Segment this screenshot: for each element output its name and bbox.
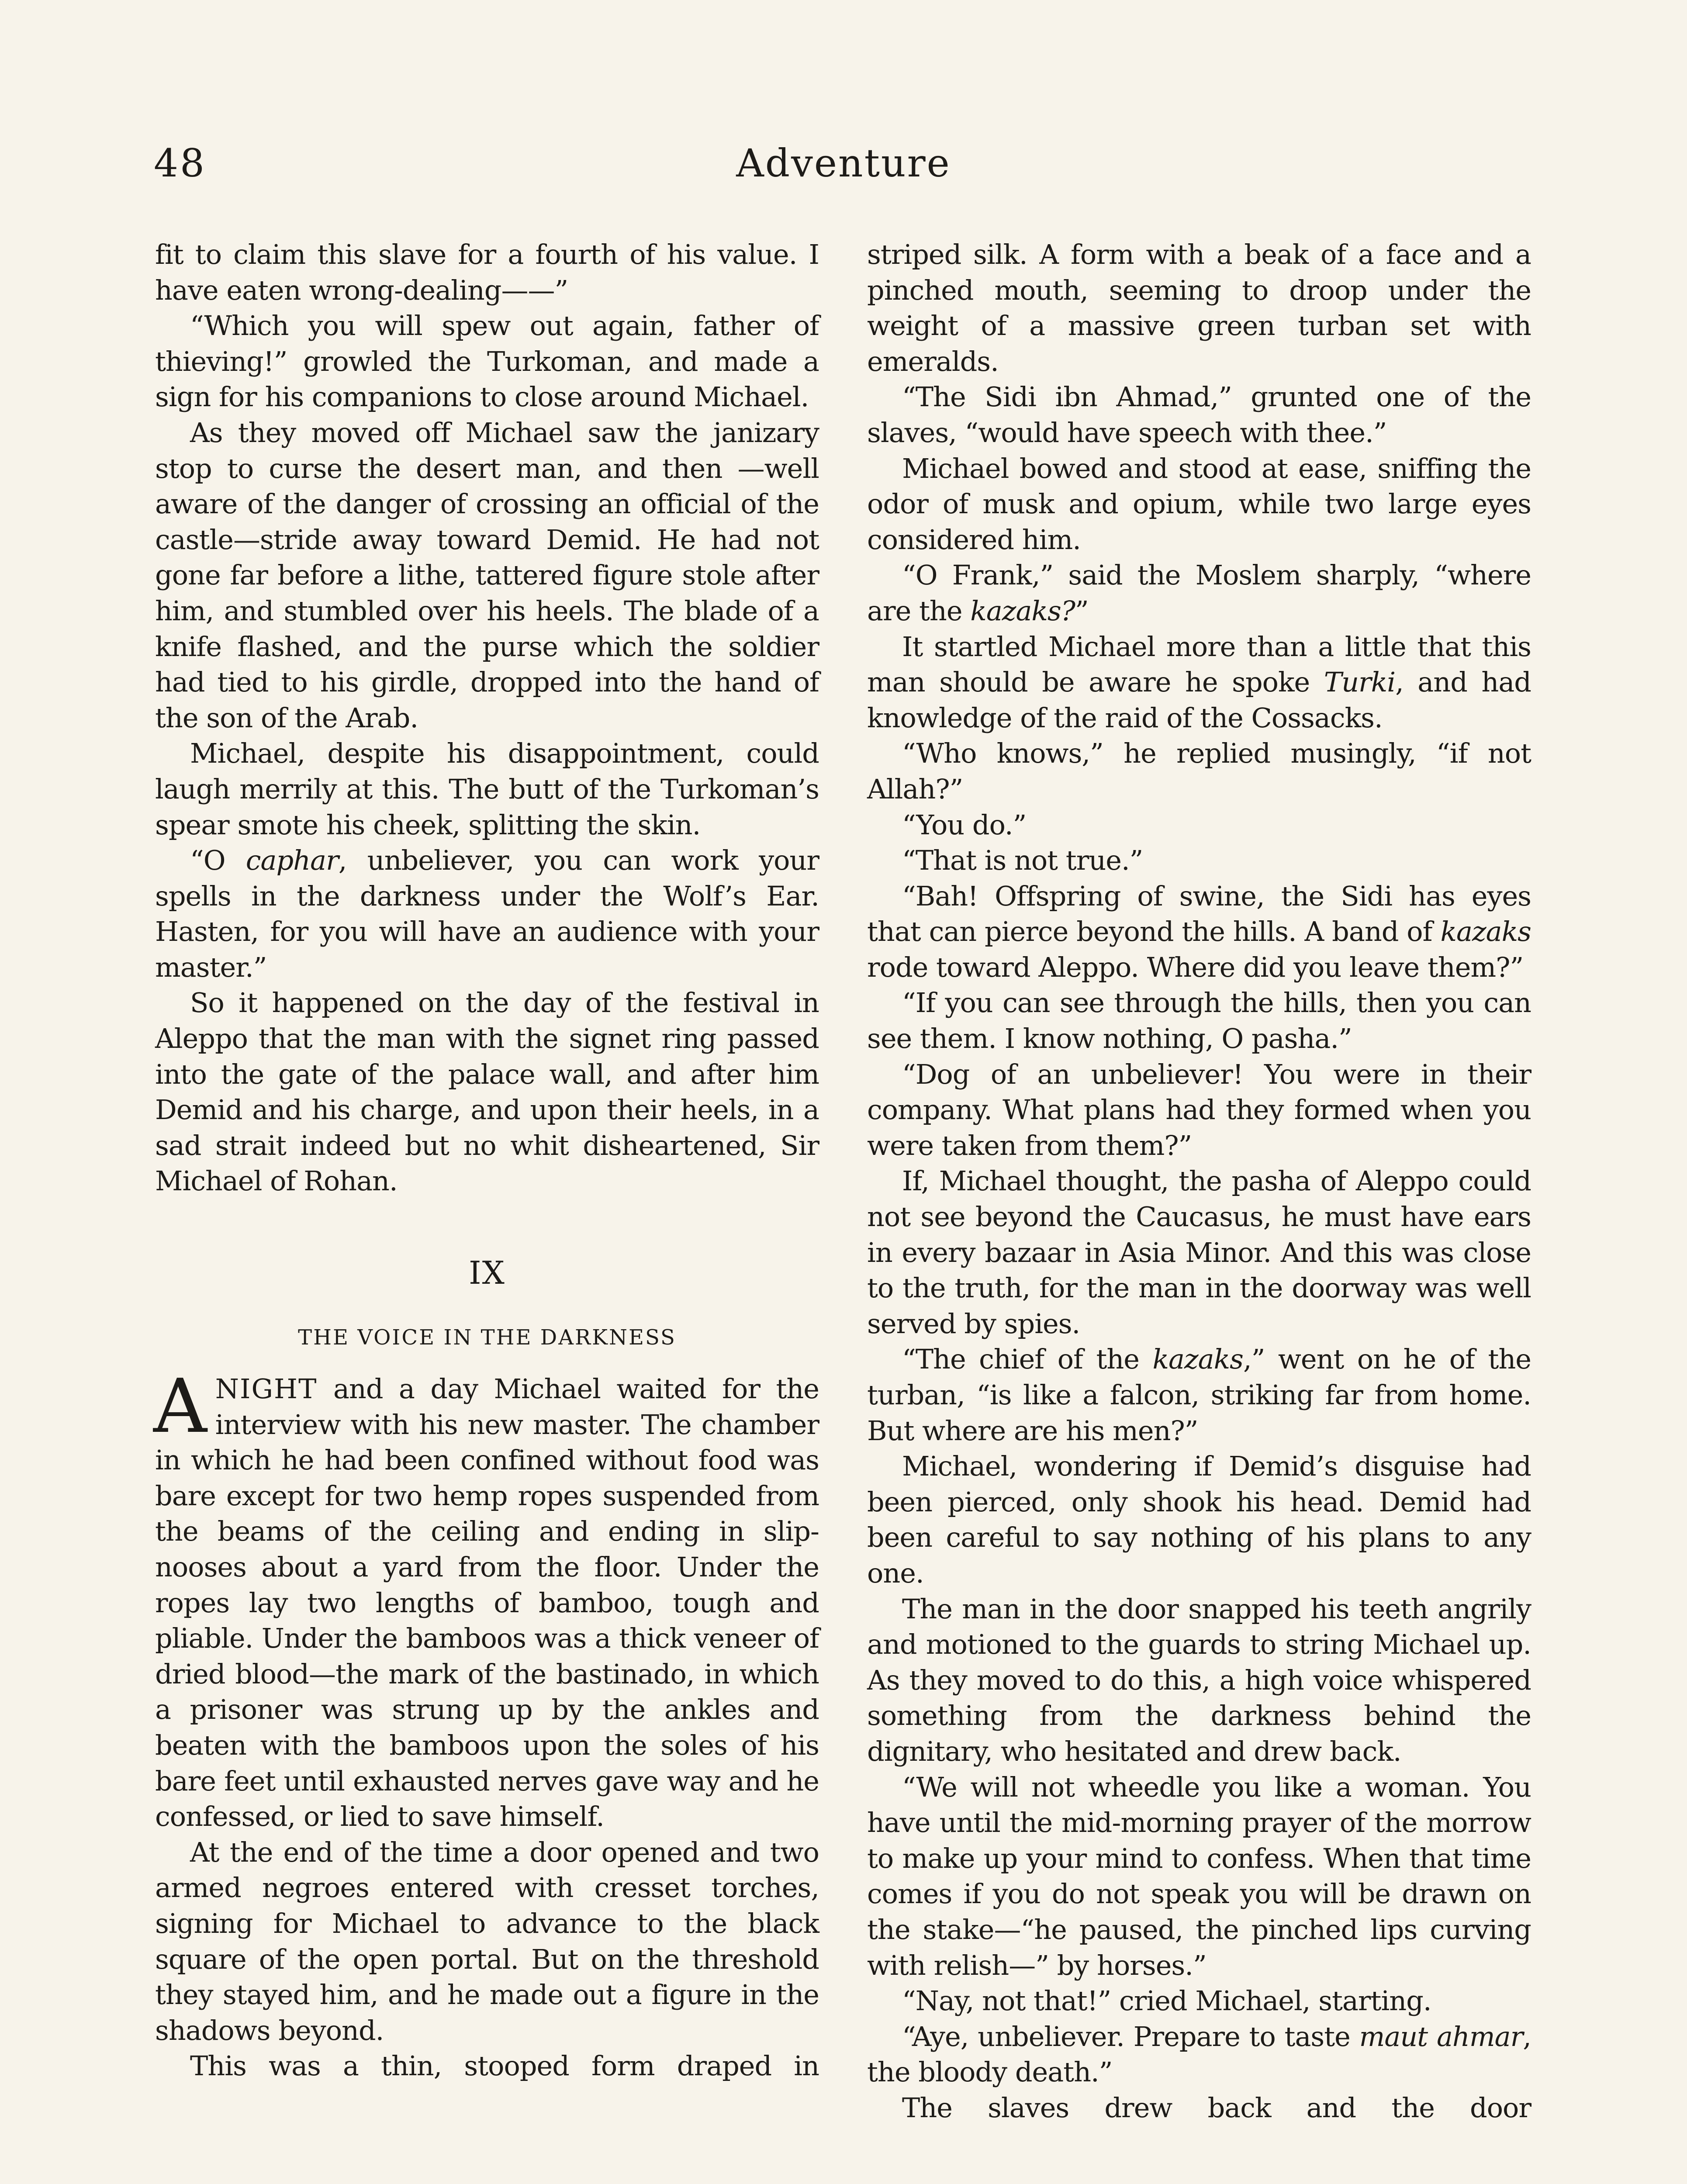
italic-word: kazaks <box>1152 1343 1243 1375</box>
italic-word: maut ahmar <box>1359 2020 1523 2053</box>
text-run: “The chief of the <box>902 1343 1153 1375</box>
paragraph: striped silk. A form with a beak of a face and a pinched mouth, seeming to droop under the weight of a massive green turban set with emeralds. <box>867 238 1531 377</box>
text-run: , unbeliever, you can work your spells in the darkness under the Wolf’s Ear. Hasten, for you will have an audience with your master.” <box>155 844 819 983</box>
paragraph: “That is not true.” <box>902 844 1143 877</box>
paragraph: The slaves drew back and the door <box>902 2091 1531 2124</box>
paragraph: So it happened on the day of the festival in Aleppo that the man with the signet ring passed into the gate of the palace wall, and after him Demid and his charge, and upon their heels, in a sad strait indeed but no whit disheartened, Sir Michael of Rohan. <box>155 987 819 1197</box>
paragraph: “Nay, not that!” cried Michael, starting. <box>902 1985 1431 2017</box>
paragraph: Michael, wondering if Demid’s disguise had been pierced, only shook his head. Demid had been careful to say nothing of his plans to any one. <box>867 1450 1531 1589</box>
text-run: ” <box>1075 594 1089 627</box>
italic-word: kazaks? <box>970 594 1075 627</box>
left-column <box>155 237 819 2084</box>
chapter-title: THE VOICE IN THE DARKNESS <box>298 1325 676 1350</box>
text-run: ,” went on he of the turban, “is like a falcon, striking far from home. But where are his men?” <box>867 1343 1531 1447</box>
paragraph <box>867 629 1531 736</box>
paragraph: fit to claim this slave for a fourth of his value. I have eaten wrong-dealing——” <box>155 238 819 306</box>
drop-cap: A <box>153 1363 207 1450</box>
paragraph: “Dog of an unbeliever! You were in their company. What plans had they formed when you were taken from them?” <box>867 1058 1531 1161</box>
text-run: “Bah! Offspring of swine, the Sidi has eyes that can pierce beyond the hills. A band of <box>867 880 1531 948</box>
text-run: , the bloody death.” <box>867 2020 1531 2088</box>
text-run: “O Frank,” said the Moslem sharply, “where are the <box>867 559 1531 627</box>
paragraph: “The Sidi ibn Ahmad,” grunted one of the slaves, “would have speech with thee.” <box>867 381 1531 449</box>
italic-word: caphar <box>245 844 339 877</box>
paragraph: Michael, despite his disappointment, could laugh merrily at this. The butt of the Turkoman’s spear smote his cheek, splitting the skin. <box>155 737 819 841</box>
paragraph <box>867 878 1531 985</box>
small-caps-lead: NIGHT <box>215 1373 318 1405</box>
paragraph: “If you can see through the hills, then you can see them. I know nothing, O pasha.” <box>867 987 1531 1055</box>
paragraph: “Who knows,” he replied musingly, “if not Allah?” <box>867 737 1531 805</box>
paragraph: “You do.” <box>902 809 1027 841</box>
text-run: and a day Michael waited for the interview with his new master. The chamber in which he had been confined without food was bare except for two hemp ropes suspended from the beams of the ceiling and ending in slip-nooses about a yard from the floor. Under the ropes lay two lengths of bamboo, tough and pliable. Under the bamboos was a thick veneer of dried blood—the mark of the bastinado, in which a prisoner was strung up by the ankles and beaten with the bamboos upon the soles of his bare feet until exhausted nerves gave way and he confessed, or lied to save himself. <box>155 1373 819 1833</box>
paragraph: “Which you will spew out again, father of thieving!” growled the Turkoman, and made a sign for his companions to close around Michael. <box>155 310 819 413</box>
running-head: Adventure <box>736 141 951 186</box>
paragraph <box>155 843 819 985</box>
text-run: , and had knowledge of the raid of the Cossacks. <box>867 666 1531 734</box>
text-run: rode toward Aleppo. Where did you leave them?” <box>867 951 1524 983</box>
paragraph: If, Michael thought, the pasha of Aleppo could not see beyond the Caucasus, he must have ears in every bazaar in Asia Minor. And this was close to the truth, for the man in the doorway was well served by spies. <box>867 1165 1531 1340</box>
paragraph: Michael bowed and stood at ease, sniffing the odor of musk and opium, while two large eyes considered him. <box>867 452 1531 556</box>
paragraph: At the end of the time a door opened and two armed negroes entered with cresset torches, signing for Michael to advance to the black square of the open portal. But on the threshold they stayed him, and he made out a figure in the shadows beyond. <box>155 1836 819 2046</box>
page-number: 48 <box>154 141 206 186</box>
paragraph: The man in the door snapped his teeth angrily and motioned to the guards to string Michael up. As they moved to do this, a high voice whispered something from the darkness behind the dignitary, who hesitated and drew back. <box>867 1593 1531 1767</box>
paragraph: This was a thin, stooped form draped in <box>190 2050 819 2082</box>
paragraph: As they moved off Michael saw the janizary stop to curse the desert man, and then —well aware of the danger of crossing an official of the castle—stride away toward Demid. He had not gone far before a lithe, tattered figure stole after him, and stumbled over his heels. The blade of a knife flashed, and the purse which the soldier had tied to his girdle, dropped into the hand of the son of the Arab. <box>155 416 819 734</box>
paragraph <box>867 2019 1531 2090</box>
paragraph <box>153 1363 819 1835</box>
paragraph: “We will not wheedle you like a woman. You have until the mid-morning prayer of the morrow to make up your mind to confess. When that time comes if you do not speak you will be drawn on the stake—“he paused, the pinched lips curving with relish—” by horses.” <box>867 1771 1531 1981</box>
paragraph <box>867 1341 1531 1448</box>
right-column <box>867 237 1531 2125</box>
text-run: It startled Michael more than a little that this man should be aware he spoke <box>867 630 1531 698</box>
italic-word: Turki <box>1324 666 1396 698</box>
chapter-number: IX <box>469 1254 505 1292</box>
text-run: “Aye, unbeliever. Prepare to taste <box>902 2020 1359 2053</box>
italic-word: kazaks <box>1440 916 1531 948</box>
paragraph <box>867 557 1531 629</box>
text-run: “O <box>190 844 246 877</box>
